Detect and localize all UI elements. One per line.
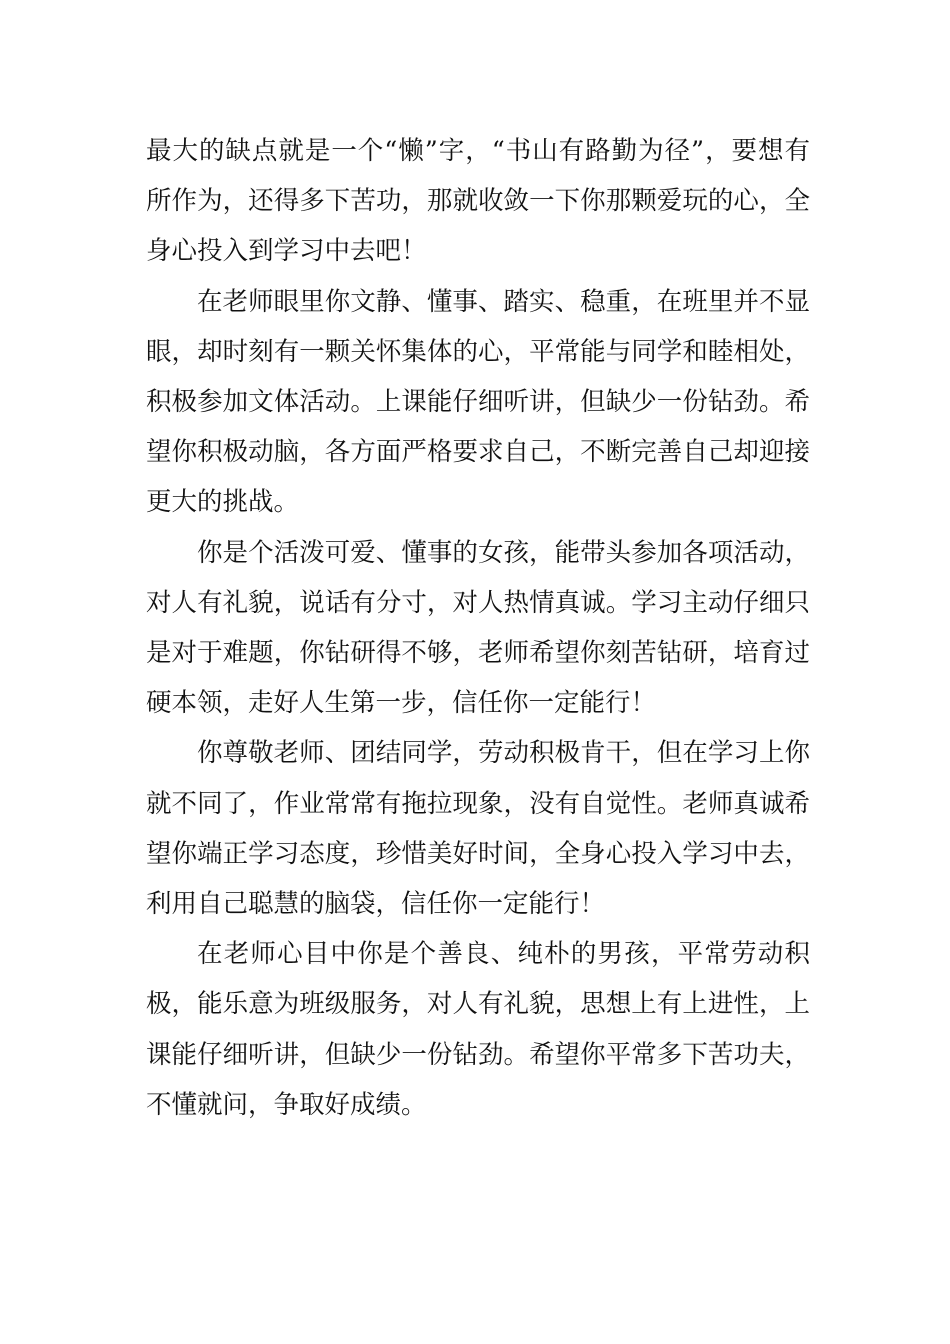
paragraph-comment-5: 在老师心目中你是个善良、纯朴的男孩，平常劳动积极，能乐意为班级服务，对人有礼貌，思想上有上进性，上课能仔细听讲，但缺少一份钻劲。希望你平常多下苦功夫，不懂就问，争取好成绩。 [146,939,810,1120]
paragraph-comment-2: 在老师眼里你文静、懂事、踏实、稳重，在班里并不显眼，却时刻有一颗关怀集体的心，平常能与同学和睦相处，积极参加文体活动。上课能仔细听讲，但缺少一份钻劲。希望你积极动脑，各方面严格要求自己，不断完善自己却迎接更大的挑战。 [146,286,810,518]
document-body [146,126,810,1130]
paragraph-comment-3: 你是个活泼可爱、懂事的女孩，能带头参加各项活动，对人有礼貌，说话有分寸，对人热情真诚。学习主动仔细只是对于难题，你钻研得不够，老师希望你刻苦钻研，培育过硬本领，走好人生第一步，信任你一定能行！ [146,537,810,719]
paragraph-continued: 最大的缺点就是一个“懒”字，“书山有路勤为径”，要想有所作为，还得多下苦功，那就收敛一下你那颗爱玩的心，全身心投入到学习中去吧！ [146,136,810,267]
paragraph-comment-4: 你尊敬老师、团结同学，劳动积极肯干，但在学习上你就不同了，作业常常有拖拉现象，没有自觉性。老师真诚希望你端正学习态度，珍惜美好时间，全身心投入学习中去，利用自己聪慧的脑袋，信任你一定能行！ [146,738,810,920]
